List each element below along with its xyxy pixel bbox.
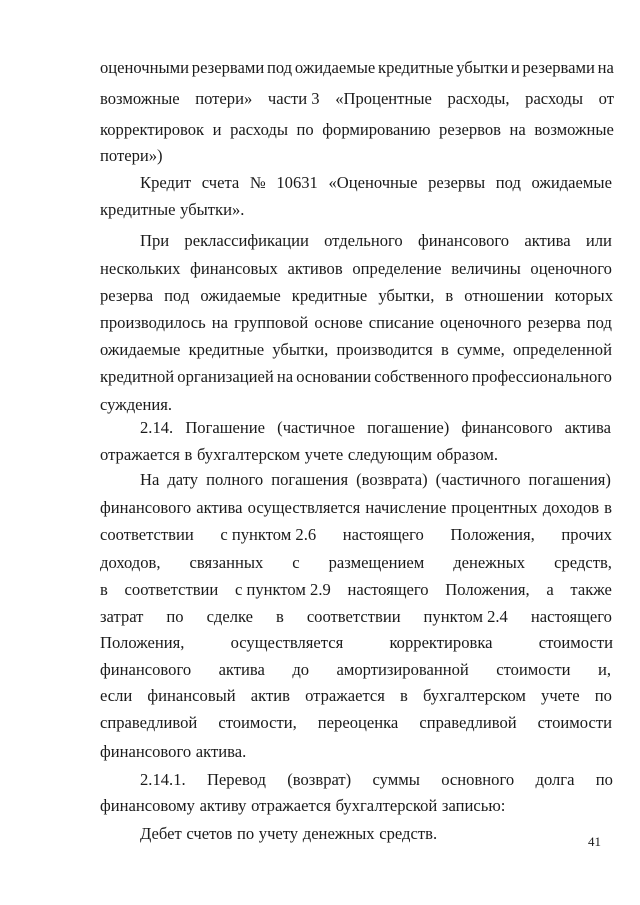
word: ожидаемые <box>100 340 181 359</box>
text-line <box>140 824 437 844</box>
word: средств, <box>554 553 612 572</box>
word: на <box>597 58 614 77</box>
word: ожидаемые <box>294 58 376 77</box>
word: которых <box>554 286 613 305</box>
word: актива <box>524 231 571 250</box>
word: денежных <box>302 824 375 843</box>
word: Дебет <box>140 824 182 843</box>
word: убытки, <box>378 286 435 305</box>
word: под <box>586 313 612 332</box>
text-line <box>100 89 614 109</box>
text-line <box>100 796 505 816</box>
word: стоимости <box>496 660 571 679</box>
word: определенной <box>512 340 612 359</box>
word: переоценка <box>317 713 399 732</box>
word: Погашение <box>185 418 266 437</box>
word: производится <box>336 340 433 359</box>
word: под <box>266 58 293 77</box>
word: активу <box>199 796 247 815</box>
text-line <box>140 418 611 438</box>
word: образом. <box>436 445 499 464</box>
word: кредитной <box>100 367 175 386</box>
text-line <box>140 770 613 790</box>
word: кредитные <box>378 58 454 77</box>
word: резерва <box>100 286 154 305</box>
text-line <box>100 660 611 680</box>
word: соответствии <box>306 607 401 626</box>
word: до <box>292 660 310 679</box>
word: финансовому <box>100 796 195 815</box>
word: убытки, <box>272 340 329 359</box>
word: расходы <box>230 120 288 139</box>
word: профессионального <box>471 367 612 386</box>
word: При <box>140 231 170 250</box>
word: осуществляется <box>247 498 361 517</box>
word: по <box>236 824 255 843</box>
word: кредитные <box>100 200 176 219</box>
word: долга <box>535 770 575 789</box>
word: 10631 <box>276 173 318 192</box>
word: оценочного <box>530 259 612 278</box>
word: амортизированной <box>336 660 469 679</box>
word: организацией <box>177 367 274 386</box>
word: групповой <box>234 313 309 332</box>
word: убытки». <box>180 200 245 219</box>
word: связанных <box>189 553 264 572</box>
word: отражается <box>305 686 385 705</box>
word: осуществляется <box>230 633 344 652</box>
word: актива <box>218 660 265 679</box>
word: справедливой <box>419 713 517 732</box>
word: в <box>276 607 284 626</box>
word: производилось <box>100 313 206 332</box>
word: а <box>546 580 554 599</box>
word: финансовых <box>190 259 278 278</box>
word: «Оценочные <box>328 173 418 192</box>
word: настоящего <box>347 580 429 599</box>
word: под <box>164 286 190 305</box>
word: собственного <box>374 367 469 386</box>
text-line <box>100 553 612 573</box>
word: счета <box>201 173 240 192</box>
word: отражается <box>100 445 180 464</box>
word: от <box>598 89 614 108</box>
word: сделке <box>206 607 254 626</box>
word: в <box>184 445 193 464</box>
word: расходы <box>525 89 584 108</box>
word: Положения, <box>450 525 535 544</box>
word: финансового <box>100 498 192 517</box>
word: оценочного <box>440 313 522 332</box>
word: финансовый <box>147 686 236 705</box>
word: Положения, <box>445 580 530 599</box>
word: на <box>276 367 294 386</box>
word: основного <box>441 770 515 789</box>
text-line <box>140 231 612 251</box>
word: кредитные <box>291 286 368 305</box>
word: прочих <box>561 525 612 544</box>
text-line <box>100 498 612 518</box>
word: доходов, <box>100 553 161 572</box>
word: суждения. <box>100 395 173 414</box>
word: резервы <box>428 173 486 192</box>
word: учете <box>541 686 580 705</box>
word: финансового <box>100 742 192 761</box>
word: Кредит <box>140 173 192 192</box>
word: соответствии <box>124 580 219 599</box>
word: бухгалтерском <box>422 686 526 705</box>
word: с пунктом 2.6 <box>220 525 317 544</box>
word: суммы <box>372 770 420 789</box>
word: в <box>604 498 612 517</box>
word: записью: <box>441 796 506 815</box>
text-line <box>100 286 613 306</box>
word: резервов <box>439 120 501 139</box>
word: денежных <box>453 553 526 572</box>
word: сумме, <box>457 340 505 359</box>
text-line <box>100 259 612 279</box>
text-line <box>100 686 612 706</box>
word: если <box>100 686 133 705</box>
word: бухгалтерском <box>196 445 300 464</box>
word: основании <box>296 367 372 386</box>
word: кредитные <box>188 340 265 359</box>
word: справедливой <box>100 713 198 732</box>
word: «Процентные <box>335 89 432 108</box>
text-line <box>100 367 612 387</box>
text-line <box>100 120 614 140</box>
word: резерва <box>527 313 581 332</box>
text-line <box>100 200 244 220</box>
word: актив <box>250 686 290 705</box>
text-line <box>100 146 163 166</box>
text-line <box>100 607 612 627</box>
word: актива <box>564 418 611 437</box>
word: финансового <box>461 418 553 437</box>
word: с пунктом 2.9 <box>234 580 331 599</box>
word: и, <box>597 660 611 679</box>
word: погашения) <box>528 470 611 489</box>
word: нескольких <box>100 259 181 278</box>
word: ожидаемые <box>200 286 281 305</box>
word: отражается <box>251 796 331 815</box>
word: резервами <box>191 58 265 77</box>
word: по <box>595 770 613 789</box>
word: величины <box>451 259 521 278</box>
word: по <box>594 686 612 705</box>
text-line <box>100 713 612 733</box>
word: списание <box>368 313 434 332</box>
word: доходов <box>542 498 600 517</box>
text-line <box>140 470 611 490</box>
word: в <box>400 686 408 705</box>
word: (возврат) <box>287 770 352 789</box>
word: определение <box>352 259 442 278</box>
word: основе <box>314 313 363 332</box>
word: актива <box>196 498 243 517</box>
word: № <box>249 173 266 192</box>
word: части 3 <box>267 89 320 108</box>
word: расходы, <box>447 89 510 108</box>
word: следующим <box>347 445 432 464</box>
word: отношении <box>464 286 544 305</box>
word: Перевод <box>206 770 266 789</box>
word: убытки <box>456 58 509 77</box>
word: актива. <box>195 742 247 761</box>
word: оценочными <box>100 58 190 77</box>
word: настоящего <box>530 607 612 626</box>
word: 2.14. <box>140 418 174 437</box>
text-line <box>100 633 613 653</box>
word: возможные <box>534 120 614 139</box>
word: отдельного <box>324 231 403 250</box>
word: в <box>100 580 108 599</box>
word: возможные <box>100 89 180 108</box>
word: погашения <box>271 470 349 489</box>
word: погашение) <box>367 418 450 437</box>
word: 2.14.1. <box>140 770 186 789</box>
word: финансового <box>100 660 192 679</box>
word: настоящего <box>342 525 424 544</box>
text-line <box>100 58 614 78</box>
word: полного <box>206 470 264 489</box>
word: на <box>211 313 229 332</box>
word: начисление <box>365 498 447 517</box>
word: по <box>296 120 314 139</box>
word: дату <box>167 470 199 489</box>
word: счетов <box>186 824 233 843</box>
word: потери») <box>100 146 163 165</box>
text-line <box>100 525 612 545</box>
word: учету <box>258 824 299 843</box>
word: затрат <box>100 607 144 626</box>
word: соответствии <box>100 525 194 544</box>
word: потери» <box>195 89 253 108</box>
word: размещением <box>328 553 425 572</box>
word: стоимости <box>537 713 612 732</box>
text-line <box>100 340 612 360</box>
page-number: 41 <box>588 834 601 849</box>
word: в <box>445 286 454 305</box>
word: или <box>585 231 612 250</box>
word: резервами <box>522 58 595 77</box>
word: бухгалтерской <box>335 796 438 815</box>
word: ожидаемые <box>531 173 612 192</box>
word: На <box>140 470 160 489</box>
word: под <box>495 173 521 192</box>
word: учете <box>304 445 344 464</box>
word: стоимости <box>538 633 613 652</box>
word: стоимости, <box>218 713 297 732</box>
word: с <box>292 553 300 572</box>
text-line <box>100 445 498 465</box>
word: на <box>509 120 526 139</box>
word: также <box>570 580 612 599</box>
text-line <box>100 313 612 333</box>
word: (частичного <box>435 470 521 489</box>
word: финансового <box>417 231 510 250</box>
word: формированию <box>322 120 431 139</box>
word: в <box>440 340 449 359</box>
text-line <box>100 395 172 415</box>
word: пунктом 2.4 <box>423 607 508 626</box>
word: корректировок <box>100 120 205 139</box>
word: активов <box>287 259 343 278</box>
text-line <box>100 742 246 762</box>
word: и <box>510 58 520 77</box>
word: корректировка <box>389 633 493 652</box>
word: (возврата) <box>356 470 428 489</box>
word: реклассификации <box>184 231 309 250</box>
word: Положения, <box>100 633 185 652</box>
word: (частичное <box>277 418 355 437</box>
text-line <box>140 173 612 193</box>
word: по <box>166 607 184 626</box>
word: средств. <box>379 824 438 843</box>
word: процентных <box>451 498 538 517</box>
text-line <box>100 580 612 600</box>
word: и <box>212 120 222 139</box>
